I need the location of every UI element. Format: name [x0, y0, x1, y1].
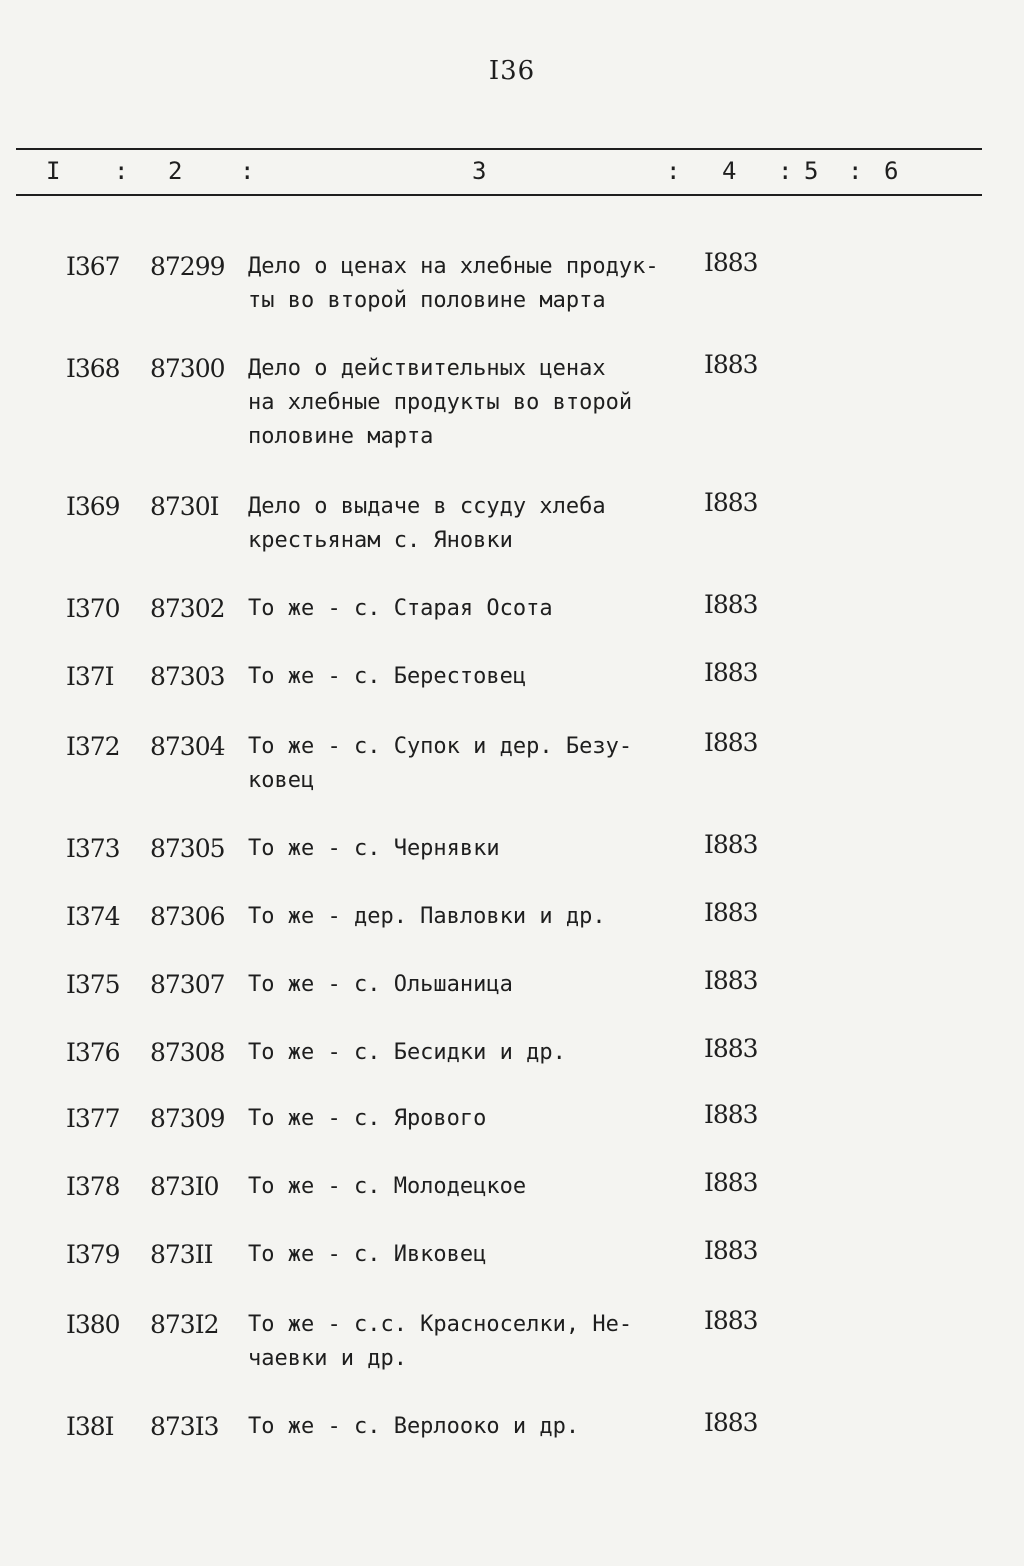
case-title [248, 660, 688, 694]
case-title-line: Дело о выдаче в ссуду хлеба [248, 494, 606, 519]
table-row [0, 730, 1024, 810]
header-separator-4: : [778, 157, 793, 185]
case-number: 87307 [150, 970, 225, 999]
case-title-line: То же - с. Супок и дер. Безу- [248, 734, 633, 759]
case-title [248, 592, 688, 626]
case-year: I883 [704, 248, 758, 277]
case-number: 87309 [150, 1104, 225, 1133]
case-year: I883 [704, 728, 758, 757]
case-year: I883 [704, 1168, 758, 1197]
inventory-number: I370 [66, 594, 120, 623]
case-title [248, 1308, 688, 1376]
header-col-2: 2 [168, 157, 183, 185]
case-year: I883 [704, 898, 758, 927]
case-number: 87302 [150, 594, 225, 623]
table-header-bottom-rule [16, 194, 982, 196]
table-row [0, 1410, 1024, 1490]
table-row [0, 250, 1024, 330]
case-title-line: ковец [248, 768, 315, 793]
case-year: I883 [704, 350, 758, 379]
case-title-line: Дело о ценах на хлебные продук- [248, 254, 659, 279]
case-year: I883 [704, 590, 758, 619]
case-year: I883 [704, 1306, 758, 1335]
case-number: 87304 [150, 732, 225, 761]
header-separator-3: : [666, 157, 681, 185]
header-col-5: 5 [804, 157, 819, 185]
case-title-line: То же - с. Берестовец [248, 664, 527, 689]
case-number: 873I2 [150, 1310, 219, 1339]
case-title [248, 1102, 688, 1136]
case-number: 87300 [150, 354, 225, 383]
case-title-line: половине марта [248, 424, 434, 449]
table-row [0, 490, 1024, 570]
case-title-line: То же - с. Бесидки и др. [248, 1040, 566, 1065]
inventory-number: I376 [66, 1038, 120, 1067]
case-year: I883 [704, 966, 758, 995]
case-title-line: То же - с. Старая Осота [248, 596, 553, 621]
case-title-line: То же - с.с. Красноселки, Не- [248, 1312, 633, 1337]
case-title-line: Дело о действительных ценах [248, 356, 606, 381]
inventory-number: I373 [66, 834, 120, 863]
inventory-number: I379 [66, 1240, 120, 1269]
case-title-line: То же - с. Ольшаница [248, 972, 513, 997]
case-year: I883 [704, 488, 758, 517]
inventory-number: I378 [66, 1172, 120, 1201]
page-number: I36 [488, 56, 536, 86]
case-title [248, 1410, 688, 1444]
header-separator-5: : [848, 157, 863, 185]
case-year: I883 [704, 658, 758, 687]
inventory-number: I367 [66, 252, 120, 281]
inventory-number: I38I [66, 1412, 114, 1441]
inventory-number: I375 [66, 970, 120, 999]
case-number: 87305 [150, 834, 225, 863]
case-number: 8730I [150, 492, 219, 521]
case-year: I883 [704, 1100, 758, 1129]
header-col-1: I [46, 157, 61, 185]
case-title [248, 250, 688, 318]
inventory-number: I377 [66, 1104, 120, 1133]
case-title-line: То же - с. Чернявки [248, 836, 500, 861]
case-number: 87306 [150, 902, 225, 931]
table-row [0, 350, 1024, 449]
case-year: I883 [704, 1034, 758, 1063]
case-title-line: То же - с. Ивковец [248, 1242, 487, 1267]
case-number: 87299 [150, 252, 225, 281]
case-title-line: на хлебные продукты во второй [248, 390, 633, 415]
case-title-line: крестьянам с. Яновки [248, 528, 513, 553]
case-year: I883 [704, 830, 758, 859]
inventory-number: I369 [66, 492, 120, 521]
case-title [248, 1170, 688, 1204]
inventory-number: I368 [66, 354, 120, 383]
case-title-line: То же - с. Молодецкое [248, 1174, 527, 1199]
header-col-4: 4 [722, 157, 737, 185]
case-title [248, 1036, 688, 1070]
case-title [248, 352, 688, 454]
case-title [248, 730, 688, 798]
case-year: I883 [704, 1408, 758, 1437]
case-number: 87303 [150, 662, 225, 691]
table-row [0, 1308, 1024, 1388]
case-title [248, 490, 688, 558]
inventory-number: I380 [66, 1310, 120, 1339]
header-col-6: 6 [884, 157, 899, 185]
case-title [248, 968, 688, 1002]
header-separator-2: : [240, 157, 255, 185]
table-header-top-rule [16, 148, 982, 150]
table-row [0, 1238, 1024, 1318]
table-row [0, 660, 1024, 740]
header-separator-1: : [114, 157, 129, 185]
case-title [248, 900, 688, 934]
case-title-line: То же - с. Верлооко и др. [248, 1414, 580, 1439]
case-title-line: То же - дер. Павловки и др. [248, 904, 606, 929]
case-number: 873I3 [150, 1412, 219, 1441]
case-year: I883 [704, 1236, 758, 1265]
inventory-number: I372 [66, 732, 120, 761]
case-number: 873I0 [150, 1172, 219, 1201]
case-title-line: ты во второй половине марта [248, 288, 606, 313]
case-number: 87308 [150, 1038, 225, 1067]
case-title [248, 832, 688, 866]
case-title-line: То же - с. Ярового [248, 1106, 487, 1131]
case-title [248, 1238, 688, 1272]
case-number: 873II [150, 1240, 213, 1269]
inventory-number: I37I [66, 662, 114, 691]
header-col-3: 3 [472, 157, 487, 185]
inventory-number: I374 [66, 902, 120, 931]
case-title-line: чаевки и др. [248, 1346, 407, 1371]
